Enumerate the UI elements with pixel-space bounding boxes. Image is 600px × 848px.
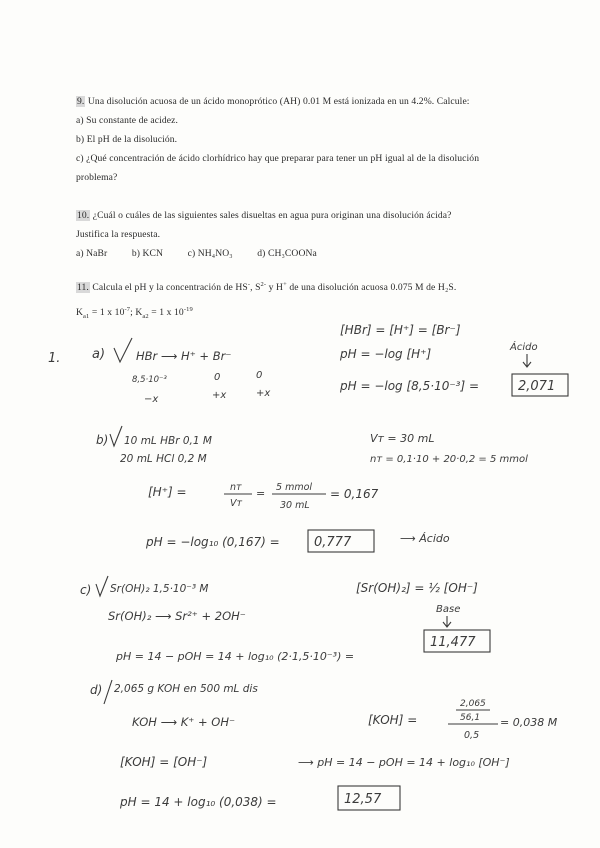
question-9-part-b: b) El pH de la disolución. bbox=[76, 134, 178, 145]
hw-c-result: 11,477 bbox=[430, 635, 476, 650]
question-10-number: 10. bbox=[77, 210, 90, 221]
hw-b-label: b) bbox=[96, 433, 109, 447]
hw-b-given-1: 10 mL HBr 0,1 M bbox=[124, 435, 212, 447]
option-b: b) KCN bbox=[131, 248, 164, 259]
hw-d-given: 2,065 g KOH en 500 mL dis bbox=[114, 683, 258, 695]
option-d: d) CH₃COONa bbox=[257, 248, 317, 259]
question-9-part-c: c) ¿Qué concentración de ácido clorhídrico hay que preparar para tener un pH igual al de la disolución bbox=[76, 153, 480, 164]
hw-b-equals: = bbox=[256, 487, 266, 500]
hw-a-concentration: 8,5·10⁻³ bbox=[132, 375, 167, 385]
question-11-number: 11. bbox=[77, 282, 89, 293]
hw-a-eq1: [HBr] = [H⁺] = [Br⁻] bbox=[340, 323, 461, 337]
hw-c-eq1: [Sr(OH)₂] = ½ [OH⁻] bbox=[356, 581, 478, 595]
hw-b-frac2-num: 5 mmol bbox=[276, 482, 313, 493]
hw-a-plus-x-2: +x bbox=[256, 388, 271, 399]
checkmark-icon bbox=[114, 338, 132, 362]
hw-b-frac2-den: 30 mL bbox=[280, 500, 310, 511]
hw-item-number: 1. bbox=[48, 351, 61, 366]
slash-mark bbox=[104, 680, 112, 704]
hw-c-base: Base bbox=[436, 604, 461, 615]
hw-c-label: c) bbox=[80, 583, 92, 597]
hw-a-zero-1: 0 bbox=[214, 372, 221, 383]
hw-a-plus-x-1: +x bbox=[212, 390, 227, 401]
hw-b-vt: Vт = 30 mL bbox=[370, 432, 435, 445]
hw-b-note: ⟶ Ácido bbox=[400, 532, 450, 545]
hw-d-ph-expression: ⟶ pH = 14 − pOH = 14 + log₁₀ [OH⁻] bbox=[298, 756, 510, 769]
hw-b-ph: pH = −log₁₀ (0,167) = bbox=[146, 535, 280, 549]
hw-c-ph: pH = 14 − pOH = 14 + log₁₀ (2·1,5·10⁻³) = bbox=[116, 650, 355, 663]
hw-b-frac1-num: nт bbox=[230, 482, 242, 493]
hw-d-ph: pH = 14 + log₁₀ (0,038) = bbox=[120, 795, 277, 809]
hw-a-minus-x: −x bbox=[144, 394, 159, 405]
hw-d-frac-num-bot: 56,1 bbox=[460, 713, 481, 723]
hw-a-result: 2,071 bbox=[518, 379, 556, 394]
question-10-statement: 10. ¿Cuál o cuáles de las siguientes sales disueltas en agua pura originan una disolución ácida? bbox=[77, 210, 452, 221]
hw-d-reaction: KOH ⟶ K⁺ + OH⁻ bbox=[132, 715, 236, 729]
hw-d-frac-num-top: 2,065 bbox=[460, 699, 486, 709]
question-9-part-a: a) Su constante de acidez. bbox=[76, 115, 178, 126]
option-a: a) NaBr bbox=[76, 248, 108, 259]
hw-b-h: [H⁺] = bbox=[148, 485, 187, 499]
hw-d-eq: [KOH] = [OH⁻] bbox=[120, 755, 208, 769]
question-11-constants: $K_{a1} = 1$ x $10^{-7}$; $K_{a2} = 1$ x $10^{-19}$ bbox=[76, 305, 193, 320]
question-9-statement: 9. Una disolución acuosa de un ácido monoprótico (AH) 0.01 M está ionizada en un 4.2%. Calcule: bbox=[77, 96, 470, 107]
hw-d-frac-den: 0,5 bbox=[464, 730, 480, 741]
question-10-instruction: Justifica la respuesta. bbox=[76, 229, 161, 240]
option-c: c) NH₄NO₃ bbox=[187, 248, 233, 259]
hw-b-given-2: 20 mL HCl 0,2 M bbox=[120, 453, 207, 465]
arrow-down-icon bbox=[523, 354, 531, 367]
arrow-down-icon bbox=[443, 616, 451, 627]
hw-a-eq2: pH = −log [H⁺] bbox=[340, 347, 432, 361]
hw-d-result: 12,57 bbox=[344, 792, 382, 807]
hw-b-result: 0,777 bbox=[314, 535, 352, 550]
hw-d-koh-value: = 0,038 M bbox=[500, 716, 558, 729]
hw-a-zero-2: 0 bbox=[256, 370, 263, 381]
checkmark-icon bbox=[96, 576, 108, 596]
hw-a-label: a) bbox=[92, 347, 106, 362]
hw-d-label: d) bbox=[90, 683, 103, 697]
hw-b-nt: nт = 0,1·10 + 20·0,2 = 5 mmol bbox=[370, 454, 528, 465]
hw-b-frac1-den: Vт bbox=[230, 498, 243, 509]
checkmark-icon bbox=[110, 426, 122, 446]
hw-c-given: Sr(OH)₂ 1,5·10⁻³ M bbox=[110, 583, 209, 595]
hw-a-reaction: HBr ⟶ H⁺ + Br⁻ bbox=[136, 349, 232, 363]
hw-a-eq3: pH = −log [8,5·10⁻³] = bbox=[340, 379, 480, 393]
hw-a-note: Ácido bbox=[510, 342, 538, 353]
question-11-statement: 11. Calcula el pH y la concentración de HS-, $S^{2-}$ y H+ de una disolución acuosa 0.075 M de H₂S. bbox=[77, 280, 457, 293]
hw-d-koh: [KOH] = bbox=[368, 713, 418, 727]
question-9-number: 9. bbox=[77, 96, 85, 107]
hw-b-h-value: = 0,167 bbox=[330, 487, 379, 501]
question-9-part-c-cont: problema? bbox=[76, 172, 118, 183]
hw-c-reaction: Sr(OH)₂ ⟶ Sr²⁺ + 2OH⁻ bbox=[108, 609, 246, 623]
